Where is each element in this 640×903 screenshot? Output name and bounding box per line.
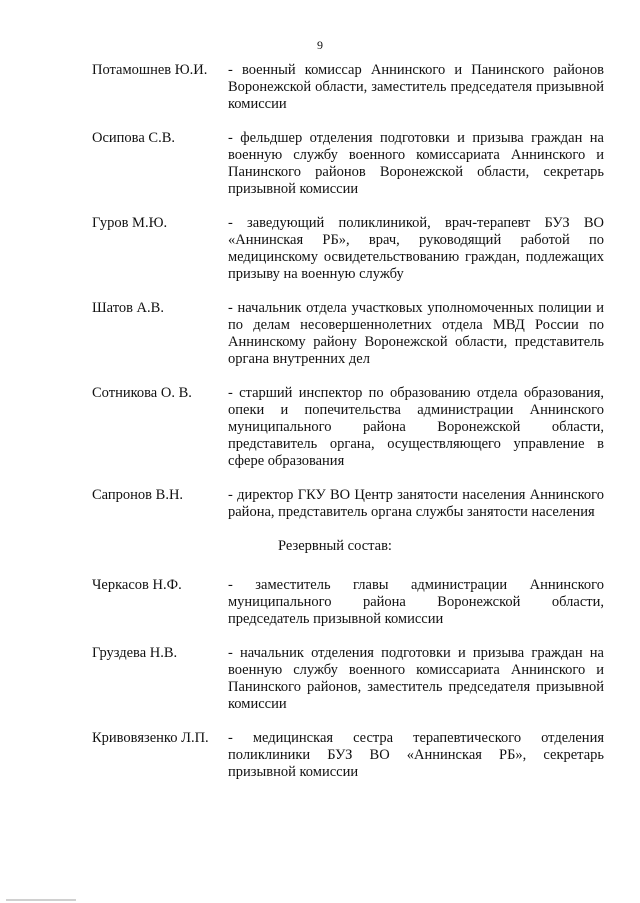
member-entry: [0, 130, 640, 198]
member-role: - старший инспектор по образованию отдела образования, опеки и попечительства администрации Аннинского муниципального района Воронежской области, представитель органа, осуществляющего управление в сфере образования: [228, 385, 604, 469]
member-name: Кривовязенко Л.П.: [92, 730, 209, 746]
reserve-member-entry: [0, 730, 640, 781]
member-name: Сапронов В.Н.: [92, 487, 184, 503]
commission-roster: [0, 62, 640, 798]
member-name: Сотникова О. В.: [92, 385, 192, 401]
member-role: - медицинская сестра терапевтического отделения поликлиники БУЗ ВО «Аннинская РБ», секретарь призывной комиссии: [228, 730, 604, 780]
member-entry: [0, 300, 640, 368]
member-entry: [0, 62, 640, 113]
member-role: - военный комиссар Аннинского и Панинского районов Воронежской области, заместитель председателя призывной комиссии: [228, 62, 604, 112]
member-role: - фельдшер отделения подготовки и призыва граждан на военную службу военного комиссариата Аннинского и Панинского районов Воронежской области, секретарь призывной комиссии: [228, 130, 604, 197]
member-name: Груздева Н.В.: [92, 645, 178, 661]
member-entry: [0, 385, 640, 470]
reserve-member-entry: [0, 577, 640, 628]
member-name: Потамошнев Ю.И.: [92, 62, 208, 78]
member-role: - начальник отдела участковых уполномоченных полиции и по делам несовершеннолетних отдела МВД России по Аннинскому району Воронежской области, представитель органа внутренних дел: [228, 300, 604, 367]
member-entry: [0, 215, 640, 283]
scan-edge-mark: [6, 899, 76, 901]
member-role: - директор ГКУ ВО Центр занятости населения Аннинского района, представитель органа службы занятости населения: [228, 487, 604, 520]
member-entry: [0, 487, 640, 521]
member-role: - заместитель главы администрации Аннинского муниципального района Воронежской области, председатель призывной комиссии: [228, 577, 604, 627]
member-name: Черкасов Н.Ф.: [92, 577, 182, 593]
reserve-heading: Резервный состав:: [278, 538, 392, 554]
member-role: - заведующий поликлиникой, врач-терапевт БУЗ ВО «Аннинская РБ», врач, руководящий работой по медицинскому освидетельствованию граждан, подлежащих призыву на военную службу: [228, 215, 604, 282]
page-number: 9: [317, 38, 323, 52]
member-name: Шатов А.В.: [92, 300, 164, 316]
member-name: Осипова С.В.: [92, 130, 175, 146]
reserve-member-entry: [0, 645, 640, 713]
member-role: - начальник отделения подготовки и призыва граждан на военную службу военного комиссариата Аннинского и Панинского районов, заместитель председателя призывной комиссии: [228, 645, 604, 712]
member-name: Гуров М.Ю.: [92, 215, 168, 231]
